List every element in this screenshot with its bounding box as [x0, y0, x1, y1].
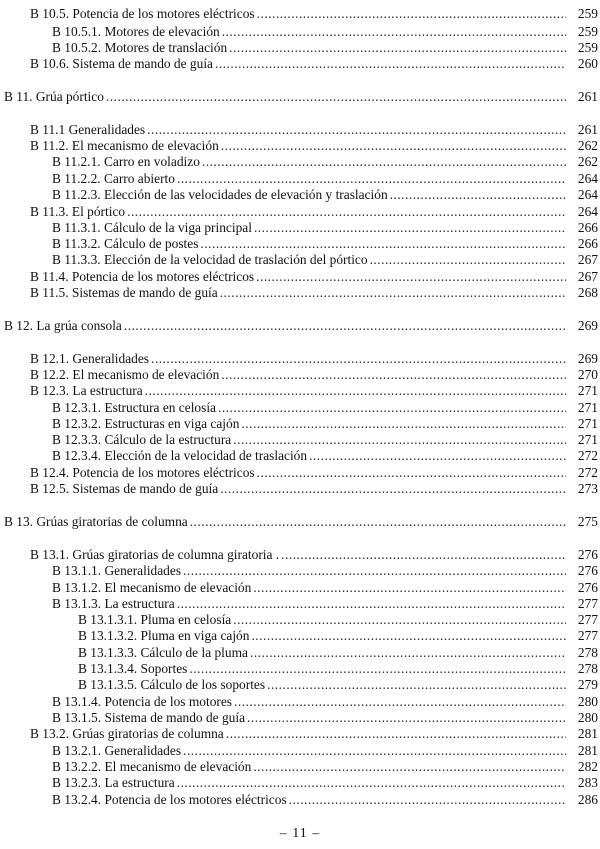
toc-entry-title-line [52, 252, 566, 268]
toc-entry [0, 694, 600, 710]
toc-entry-title-line [30, 481, 566, 497]
toc-entry-title: B 13.1.3.5. Cálculo de los soportes [78, 677, 266, 692]
toc-entry-page: 275 [577, 514, 598, 529]
toc-entry-title-line [52, 187, 566, 203]
toc-entry [0, 596, 600, 612]
toc-entry-page: 262 [577, 154, 598, 169]
toc-entry-page: 271 [577, 416, 598, 431]
toc-entry-title: B 12.1. Generalidades [30, 351, 149, 366]
dot-leader [253, 759, 566, 775]
dot-leader [267, 677, 566, 693]
toc-entry-title-line [30, 285, 566, 301]
toc-entry-page: 269 [577, 318, 598, 333]
toc-entry-title-line [52, 759, 566, 775]
toc-entry [0, 514, 600, 530]
toc-entry-title: B 11.3.2. Cálculo de postes [52, 236, 199, 251]
toc-entry [0, 448, 600, 464]
toc-entry-page: 283 [577, 775, 598, 790]
toc-entry-title-line [52, 171, 566, 187]
dot-leader [226, 726, 566, 742]
toc-entry [0, 40, 600, 56]
dot-leader [221, 138, 566, 154]
toc-entry-title-line [52, 694, 566, 710]
toc-entry-title-line [30, 351, 566, 367]
toc-entry-title-line [52, 792, 566, 808]
dot-leader [253, 580, 566, 596]
toc-entry-page: 286 [577, 792, 598, 807]
toc-entry-page: 272 [577, 465, 598, 480]
dot-leader [254, 220, 566, 236]
toc-entry-page: 280 [577, 694, 598, 709]
toc-entry-title: B 11.5. Sistemas de mando de guía [30, 285, 218, 300]
toc-entry-page: 267 [577, 252, 598, 267]
dot-leader [309, 448, 566, 464]
toc-entry-page: 273 [577, 481, 598, 496]
toc-entry-title-line [52, 400, 566, 416]
dot-leader [127, 204, 566, 220]
toc-entry-title: B 11. Grúa pórtico [4, 89, 104, 104]
toc-entry-title-line [78, 612, 566, 628]
dot-leader [220, 285, 566, 301]
toc-entry-title-line [52, 596, 566, 612]
dot-leader [202, 154, 566, 170]
toc-entry [0, 465, 600, 481]
toc-entry [0, 726, 600, 742]
toc-entry-title: B 11.2.1. Carro en voladizo [52, 154, 200, 169]
toc-entry-page: 282 [577, 759, 598, 774]
toc-entry-page: 261 [577, 89, 598, 104]
toc-entry-title: B 12.4. Potencia de los motores eléctricos [30, 465, 255, 480]
dot-leader [256, 269, 566, 285]
toc-entry-title: B 11.3.1. Cálculo de la viga principal [52, 220, 252, 235]
toc-entry-page: 266 [577, 236, 598, 251]
toc-entry-title: B 10.5.2. Motores de translación [52, 40, 228, 55]
dot-leader [190, 514, 566, 530]
toc-entry-page: 262 [577, 138, 598, 153]
toc-entry-title-line [52, 563, 566, 579]
toc-entry-page: 271 [577, 383, 598, 398]
toc-entry-page: 261 [577, 122, 598, 137]
toc-entry-title: B 11.2. El mecanismo de elevación [30, 138, 219, 153]
dot-leader [229, 40, 566, 56]
toc-entry [0, 792, 600, 808]
toc-entry-title: B 13.2.3. La estructura [52, 775, 175, 790]
toc-entry [0, 400, 600, 416]
toc-entry-title-line [30, 56, 566, 72]
toc-entry-title: B 10.5.1. Motores de elevación [52, 24, 220, 39]
dot-leader [390, 187, 566, 203]
toc-entry-page: 281 [577, 726, 598, 741]
toc-entry-page: 260 [577, 56, 598, 71]
toc-entry-page: 264 [577, 204, 598, 219]
toc-entry [0, 743, 600, 759]
toc-entry [0, 383, 600, 399]
toc-entry-title: B 13.1.3.2. Pluma en viga cajón [78, 628, 250, 643]
toc-entry-title: B 13.1. Grúas giratorias de columna giratoria . [30, 547, 280, 562]
toc-entry [0, 154, 600, 170]
toc-entry [0, 481, 600, 497]
toc-entry-title-line [52, 432, 566, 448]
toc-entry-title: B 13.1.3. La estructura [52, 596, 175, 611]
toc-entry-page: 271 [577, 400, 598, 415]
dot-leader [233, 612, 566, 628]
toc-entry-title: B 11.3. El pórtico [30, 204, 126, 219]
toc-entry-title-line [52, 220, 566, 236]
toc-entry [0, 775, 600, 791]
toc-entry-title-line [52, 710, 566, 726]
toc-entry [0, 252, 600, 268]
toc-entry-page: 259 [577, 40, 598, 55]
toc-entry-page: 276 [577, 563, 598, 578]
toc-entry-title-line [4, 514, 566, 530]
toc-entry [0, 318, 600, 334]
toc-entry-page: 277 [577, 612, 598, 627]
toc-entry [0, 547, 600, 563]
dot-leader [106, 89, 566, 105]
toc-entry [0, 628, 600, 644]
dot-leader [183, 743, 566, 759]
dot-leader [221, 367, 566, 383]
toc-entry-title: B 13.1.3.4. Soportes [78, 661, 188, 676]
toc-entry-title-line [78, 645, 566, 661]
toc-entry [0, 6, 600, 22]
toc-entry [0, 171, 600, 187]
toc-entry-page: 268 [577, 285, 598, 300]
dot-leader [281, 547, 566, 563]
toc-entry-page: 259 [577, 6, 598, 21]
toc-entry-title-line [52, 743, 566, 759]
toc-entry-title: B 13.1.5. Sistema de mando de guía [52, 710, 246, 725]
toc-entry-title: B 12.5. Sistemas de mando de guía [30, 481, 219, 496]
toc-entry-title: B 13.1.2. El mecanismo de elevación [52, 580, 252, 595]
toc-entry-page: 279 [577, 677, 598, 692]
dot-leader [177, 775, 566, 791]
toc-entry-title-line [52, 416, 566, 432]
toc-entry-title: B 12. La grúa consola [4, 318, 122, 333]
toc-entry-title-line [30, 138, 566, 154]
toc-entry-title-line [52, 775, 566, 791]
toc-entry-title-line [30, 204, 566, 220]
dot-leader [247, 710, 566, 726]
dot-leader [177, 596, 566, 612]
toc-entry [0, 661, 600, 677]
toc-entry-title: B 12.3. La estructura [30, 383, 143, 398]
dot-leader [251, 628, 566, 644]
dot-leader [250, 645, 566, 661]
toc-entry-title: B 13.1.3.1. Pluma en celosía [78, 612, 232, 627]
toc-entry-title-line [78, 628, 566, 644]
toc-entry [0, 89, 600, 105]
toc-entry-title-line [52, 580, 566, 596]
toc-entry-title: B 12.3.3. Cálculo de la estructura [52, 432, 232, 447]
toc-entry-page: 264 [577, 187, 598, 202]
toc-entry [0, 759, 600, 775]
dot-leader [370, 252, 566, 268]
toc-entry-title: B 11.2.2. Carro abierto [52, 171, 175, 186]
toc-entry-title: B 11.4. Potencia de los motores eléctricos [30, 269, 255, 284]
toc-entry [0, 236, 600, 252]
dot-leader [200, 236, 566, 252]
page-number: – 11 – [279, 826, 321, 841]
toc-entry-title: B 12.3.4. Elección de la velocidad de traslación [52, 448, 308, 463]
toc-entry-title-line [30, 367, 566, 383]
dot-leader [147, 122, 566, 138]
toc-entry-page: 266 [577, 220, 598, 235]
toc-entry [0, 580, 600, 596]
dot-leader [257, 6, 566, 22]
toc-entry-title-line [52, 24, 566, 40]
toc-entry-page: 278 [577, 661, 598, 676]
toc-entry-page: 277 [577, 628, 598, 643]
dot-leader [289, 792, 566, 808]
toc-entry-title: B 11.2.3. Elección de las velocidades de elevación y traslación [52, 187, 388, 202]
toc-entry-title: B 13.2.2. El mecanismo de elevación [52, 759, 252, 774]
toc-entry [0, 367, 600, 383]
toc-entry-title: B 13.1.1. Generalidades [52, 563, 182, 578]
toc-entry-title-line [52, 154, 566, 170]
toc-entry-page: 276 [577, 580, 598, 595]
toc-entry-page: 281 [577, 743, 598, 758]
toc-entry [0, 416, 600, 432]
toc-entry-page: 267 [577, 269, 598, 284]
toc-entry-title-line [52, 448, 566, 464]
toc-entry-title-line [4, 318, 566, 334]
toc-entry-title: B 13.2.1. Generalidades [52, 743, 182, 758]
toc-entry-title: B 13. Grúas giratorias de columna [4, 514, 188, 529]
toc-entry-page: 270 [577, 367, 598, 382]
dot-leader [177, 171, 566, 187]
toc-entry-title-line [78, 677, 566, 693]
dot-leader [220, 481, 566, 497]
toc-entry-page: 280 [577, 710, 598, 725]
dot-leader [241, 416, 566, 432]
dot-leader [234, 694, 566, 710]
toc-entry-title: B 13.2. Grúas giratorias de columna [30, 726, 224, 741]
toc-entry-title: B 13.2.4. Potencia de los motores eléctricos [52, 792, 287, 807]
toc-entry [0, 563, 600, 579]
toc-entry-title-line [30, 547, 566, 563]
toc-entry-title-line [78, 661, 566, 677]
dot-leader [189, 661, 566, 677]
toc-entry-title: B 13.1.3.3. Cálculo de la pluma [78, 645, 248, 660]
toc-entry-title: B 13.1.4. Potencia de los motores [52, 694, 233, 709]
toc-entry-page: 276 [577, 547, 598, 562]
toc-entry [0, 285, 600, 301]
dot-leader [233, 432, 566, 448]
toc-entry [0, 24, 600, 40]
toc-entry-title: B 12.3.1. Estructura en celosía [52, 400, 216, 415]
toc-entry-title-line [30, 6, 566, 22]
dot-leader [151, 351, 566, 367]
toc-entry-page: 264 [577, 171, 598, 186]
toc-entry-page: 277 [577, 596, 598, 611]
toc-entry-title: B 11.3.3. Elección de la velocidad de traslación del pórtico [52, 252, 368, 267]
toc-entry-title: B 10.6. Sistema de mando de guía [30, 56, 213, 71]
dot-leader [218, 400, 566, 416]
toc-entry-page: 271 [577, 432, 598, 447]
toc-entry-title-line [30, 465, 566, 481]
toc-entry [0, 204, 600, 220]
toc-entry [0, 122, 600, 138]
toc-entry-page: 278 [577, 645, 598, 660]
toc-entry [0, 677, 600, 693]
toc-entry-title-line [30, 122, 566, 138]
dot-leader [145, 383, 566, 399]
toc-entry [0, 269, 600, 285]
toc-entry-page: 272 [577, 448, 598, 463]
toc-entry [0, 432, 600, 448]
toc-entry-title: B 12.3.2. Estructuras en viga cajón [52, 416, 240, 431]
dot-leader [183, 563, 566, 579]
toc-entry-title: B 10.5. Potencia de los motores eléctricos [30, 6, 255, 21]
toc-entry [0, 710, 600, 726]
dot-leader [222, 24, 566, 40]
toc-entry-title: B 12.2. El mecanismo de elevación [30, 367, 220, 382]
toc-entry [0, 645, 600, 661]
toc-entry-title-line [52, 40, 566, 56]
toc-entry-title-line [4, 89, 566, 105]
toc-entry [0, 138, 600, 154]
toc-entry-title: B 11.1 Generalidades [30, 122, 146, 137]
toc-entry-title-line [30, 269, 566, 285]
toc-entry-title-line [30, 726, 566, 742]
toc-entry [0, 220, 600, 236]
toc-entry [0, 612, 600, 628]
toc-entry-title-line [30, 383, 566, 399]
dot-leader [124, 318, 566, 334]
toc-entry-page: 269 [577, 351, 598, 366]
dot-leader [215, 56, 566, 72]
toc-entry [0, 187, 600, 203]
toc-entry-page: 259 [577, 24, 598, 39]
toc-entry-title-line [52, 236, 566, 252]
toc-entry [0, 351, 600, 367]
toc-entry [0, 56, 600, 72]
dot-leader [257, 465, 566, 481]
